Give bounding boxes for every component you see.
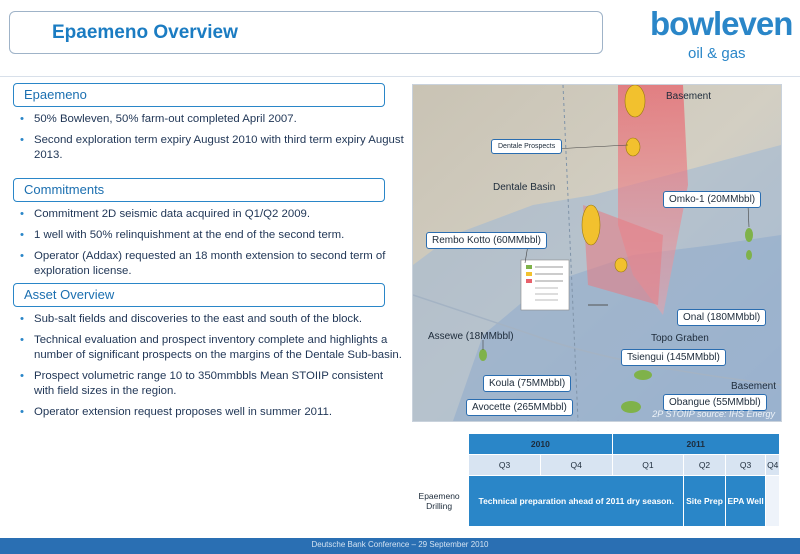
bullet-item <box>20 249 405 279</box>
page-title: Epaemeno Overview <box>52 22 238 43</box>
year-cell-2010: 2010 <box>469 434 612 455</box>
activity-epa-well: EPA Well <box>725 476 766 527</box>
map-source-note: 2P STOIIP source: IHS Energy <box>652 409 775 419</box>
drilling-schedule-table <box>409 433 780 527</box>
prospect-shape <box>582 205 600 245</box>
bullet-dot-icon: • <box>20 250 24 262</box>
block-map <box>412 84 782 422</box>
map-label-rembo-kotto: Rembo Kotto (60MMbbl) <box>426 232 547 249</box>
asset-overview-bullets <box>20 312 405 426</box>
legend-swatch <box>526 272 532 276</box>
field-shape <box>745 228 753 242</box>
map-label-obangue: Obangue (55MMbbl) <box>663 394 767 411</box>
prospect-shape <box>625 85 645 117</box>
section-heading-label: Asset Overview <box>24 287 115 302</box>
bowleven-logo <box>650 5 793 67</box>
quarter-cell: Q1 <box>612 455 684 476</box>
map-label-onal: Onal (180MMbbl) <box>677 309 766 326</box>
prospect-shape <box>626 138 640 156</box>
logo-tagline: oil & gas <box>688 45 746 62</box>
section-heading-label: Commitments <box>24 182 105 197</box>
activity-row <box>410 476 780 527</box>
map-label-basement-south: Basement <box>731 381 777 392</box>
section-heading-label: Epaemeno <box>24 87 87 102</box>
epaemeno-bullets <box>20 112 405 169</box>
bullet-dot-icon: • <box>20 134 24 146</box>
bullet-text: Commitment 2D seismic data acquired in Q1/Q2 2009. <box>34 208 311 220</box>
year-cell-2011: 2011 <box>612 434 779 455</box>
prospect-shape <box>615 258 627 272</box>
bullet-item <box>20 207 405 222</box>
bullet-text: Sub-salt fields and discoveries to the east and south of the block. <box>34 313 362 325</box>
footer-bar <box>0 538 800 554</box>
bullet-item <box>20 333 405 363</box>
field-shape <box>634 370 652 380</box>
commitments-bullets <box>20 207 405 285</box>
activity-site-prep: Site Prep <box>684 476 725 527</box>
activity-empty-cell <box>766 476 780 527</box>
bullet-dot-icon: • <box>20 113 24 125</box>
bullet-item <box>20 405 405 420</box>
logo-wordmark: bowleven <box>650 5 793 42</box>
map-label-topo-graben: Topo Graben <box>651 333 709 344</box>
section-heading-asset-overview <box>13 283 385 307</box>
bullet-text: Operator extension request proposes well in summer 2011. <box>34 406 332 418</box>
header-divider <box>0 76 800 77</box>
quarter-cell: Q2 <box>684 455 725 476</box>
map-label-tsiengui: Tsiengui (145MMbbl) <box>621 349 726 366</box>
footer-text: Deutsche Bank Conference – 29 September 2010 <box>311 540 489 549</box>
bullet-text: Second exploration term expiry August 2010 with third term expiry August 2013. <box>34 134 404 161</box>
bullet-item <box>20 133 405 163</box>
map-label-assewe: Assewe (18MMbbl) <box>428 331 514 342</box>
row-label-epaemeno-drilling: Epaemeno Drilling <box>410 476 469 527</box>
bullet-text: 50% Bowleven, 50% farm-out completed April 2007. <box>34 113 297 125</box>
bullet-dot-icon: • <box>20 208 24 220</box>
bullet-dot-icon: • <box>20 313 24 325</box>
bullet-text: Technical evaluation and prospect inventory complete and highlights a number of significant prospects on the margins of the Dentale Sub-basin. <box>34 334 402 361</box>
bullet-dot-icon: • <box>20 334 24 346</box>
map-label-dentale-basin: Dentale Basin <box>493 182 556 193</box>
bullet-dot-icon: • <box>20 406 24 418</box>
map-label-dentale-prospects: Dentale Prospects <box>491 139 562 154</box>
bullet-item <box>20 112 405 127</box>
year-row <box>410 434 780 455</box>
field-shape <box>479 349 487 361</box>
quarter-cell: Q3 <box>725 455 766 476</box>
corner-cell <box>410 434 469 455</box>
map-label-basement: Basement <box>666 91 712 102</box>
title-box <box>9 11 603 54</box>
section-heading-epaemeno <box>13 83 385 107</box>
bullet-item <box>20 228 405 243</box>
quarter-row <box>410 455 780 476</box>
bullet-text: 1 well with 50% relinquishment at the end of the second term. <box>34 229 345 241</box>
map-label-avocette: Avocette (265MMbbl) <box>466 399 573 416</box>
bullet-text: Operator (Addax) requested an 18 month extension to second term of exploration license. <box>34 250 386 277</box>
field-shape <box>746 250 752 260</box>
map-label-koula: Koula (75MMbbl) <box>483 375 571 392</box>
quarter-cell: Q3 <box>469 455 541 476</box>
bullet-dot-icon: • <box>20 370 24 382</box>
bullet-item <box>20 369 405 399</box>
bullet-dot-icon: • <box>20 229 24 241</box>
map-label-omko: Omko-1 (20MMbbl) <box>663 191 761 208</box>
section-heading-commitments <box>13 178 385 202</box>
legend-swatch <box>526 279 532 283</box>
activity-technical-preparation: Technical preparation ahead of 2011 dry season. <box>469 476 684 527</box>
field-shape <box>621 401 641 413</box>
quarter-cell: Q4 <box>540 455 612 476</box>
quarter-cell: Q4 <box>766 455 780 476</box>
corner-cell <box>410 455 469 476</box>
map-graphic <box>413 85 781 421</box>
legend-swatch <box>526 265 532 269</box>
bullet-item <box>20 312 405 327</box>
bullet-text: Prospect volumetric range 10 to 350mmbbls Mean STOIIP consistent with field sizes in the region. <box>34 370 384 397</box>
